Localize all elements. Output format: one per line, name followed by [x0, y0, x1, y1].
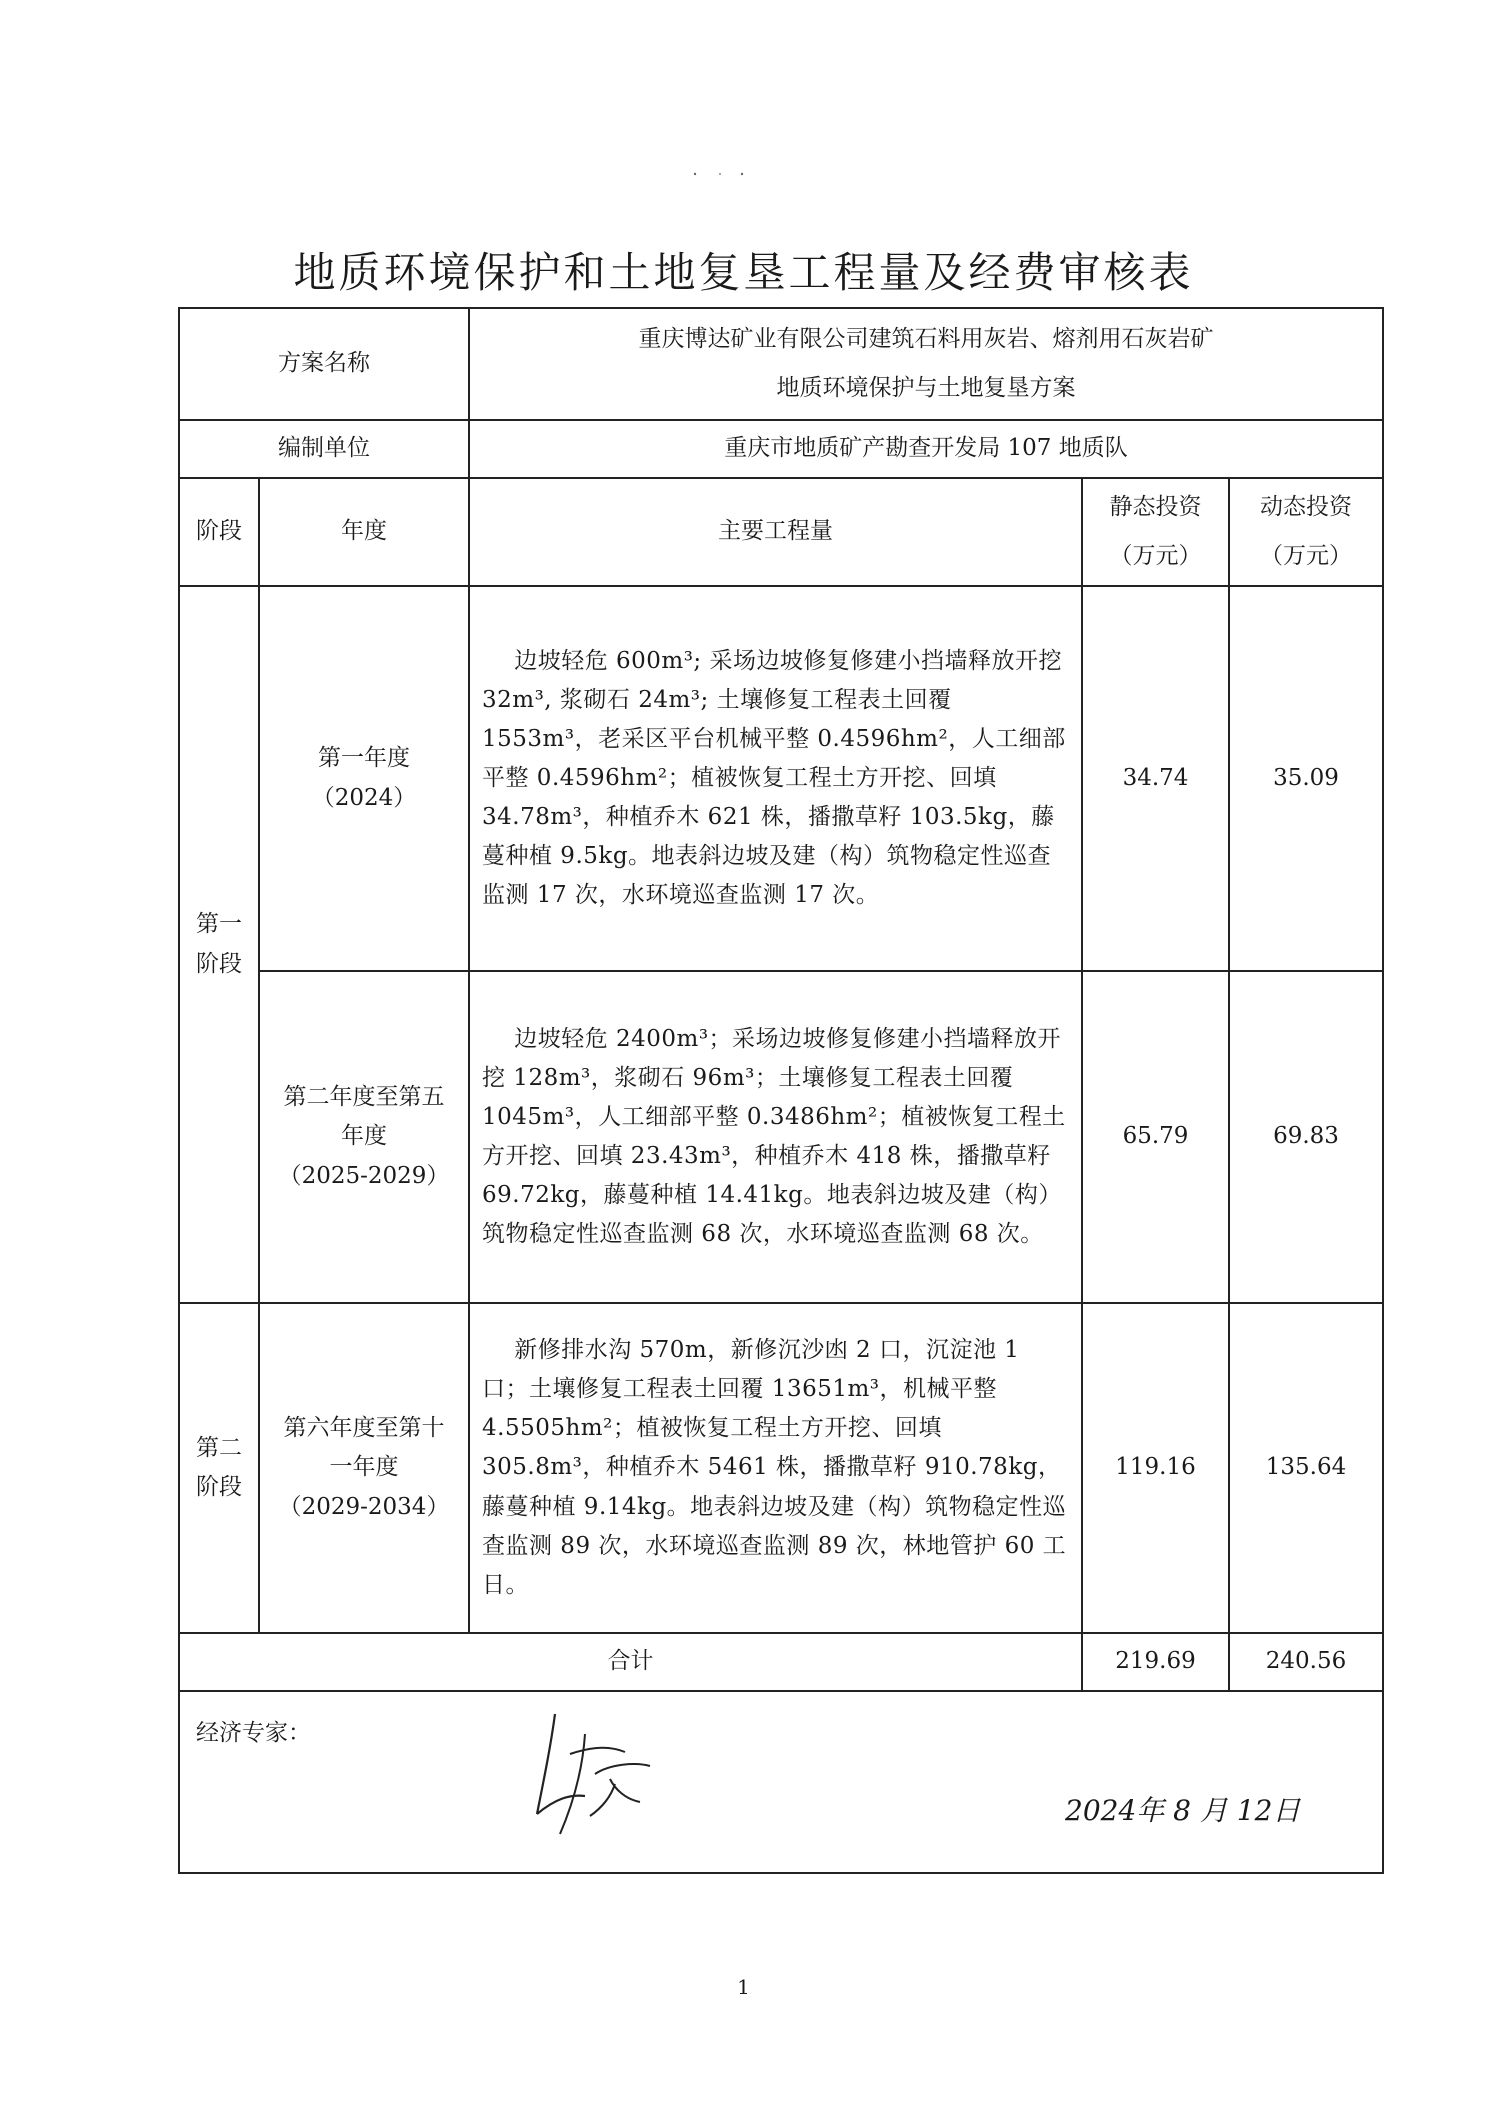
org-label: 编制单位: [179, 420, 469, 478]
scan-speck: [690, 172, 750, 176]
page-number: 1: [737, 1975, 750, 1999]
year-cell: [259, 971, 469, 1303]
works-text: 边坡轻危 2400m³；采场边坡修复修建小挡墙释放开挖 128m³，浆砌石 96m³；土壤修复工程表土回覆 1045m³，人工细部平整 0.3486hm²；植被恢复工程土方开挖、回填 23.43m³，种植乔木 418 株，播撒草籽 69.72kg，藤蔓种植 14.41kg。地表斜边坡及建（构）筑物稳定性巡查监测 68 次，水环境巡查监测 68 次。: [482, 1025, 1066, 1248]
year-line3: （2025-2029）: [278, 1162, 450, 1189]
static-value: 119.16: [1082, 1303, 1229, 1633]
stage-label-line1: 第一: [196, 911, 242, 938]
col-year-header: 年度: [259, 478, 469, 586]
signature-cell: [179, 1691, 1383, 1873]
year-line3: （2029-2034）: [278, 1493, 450, 1520]
col-works-header: 主要工程量: [469, 478, 1082, 586]
stage-cell: [179, 586, 259, 1303]
total-static: 219.69: [1082, 1633, 1229, 1691]
works-cell: [469, 971, 1082, 1303]
table-row: [179, 586, 1383, 971]
signed-date: 2024年 8 月 12日: [1065, 1794, 1301, 1827]
org-value: 重庆市地质矿产勘查开发局 107 地质队: [469, 420, 1383, 478]
stage-label-line2: 阶段: [196, 1474, 242, 1500]
total-label: 合计: [179, 1633, 1082, 1691]
signature-row: [179, 1691, 1383, 1873]
works-cell: [469, 1303, 1082, 1633]
dynamic-value: 35.09: [1229, 586, 1383, 971]
year-line1: 第六年度至第十: [283, 1415, 445, 1442]
table-row: [179, 971, 1383, 1303]
scheme-name-row: [179, 308, 1383, 420]
audit-table: [178, 307, 1384, 1874]
static-value: 34.74: [1082, 586, 1229, 971]
column-header-row: [179, 478, 1383, 586]
total-row: [179, 1633, 1383, 1691]
col-static-header: [1082, 478, 1229, 586]
year-cell: [259, 1303, 469, 1633]
static-value: 65.79: [1082, 971, 1229, 1303]
year-line1: 第二年度至第五: [283, 1084, 445, 1111]
document-title: 地质环境保护和土地复垦工程量及经费审核表: [293, 248, 1194, 297]
signature-image: [515, 1704, 665, 1844]
works-cell: [469, 586, 1082, 971]
scheme-name-label: 方案名称: [179, 308, 469, 420]
year-line2: 一年度: [329, 1454, 399, 1481]
col-static-line2: （万元）: [1109, 543, 1202, 569]
year-line1: 第一年度: [318, 745, 410, 772]
stage-label-line2: 阶段: [196, 950, 242, 977]
scheme-name-line2: 地质环境保护与土地复垦方案: [776, 375, 1076, 401]
scheme-name-value: [469, 308, 1383, 420]
col-static-line1: 静态投资: [1109, 493, 1202, 520]
org-row: [179, 420, 1383, 478]
works-text: 新修排水沟 570m，新修沉沙凼 2 口，沉淀池 1 口；土壤修复工程表土回覆 13651m³，机械平整 4.5505hm²；植被恢复工程土方开挖、回填 305.8m³，种植乔木 5461 株，播撒草籽 910.78kg，藤蔓种植 9.14kg。地表斜边坡及建（构）筑物稳定性巡查监测 89 次，水环境巡查监测 89 次，林地管护 60 工日。: [482, 1337, 1067, 1598]
dynamic-value: 69.83: [1229, 971, 1383, 1303]
col-dynamic-header: [1229, 478, 1383, 586]
works-text: 边坡轻危 600m³; 采场边坡修复修建小挡墙释放开挖 32m³, 浆砌石 24m³; 土壤修复工程表土回覆 1553m³，老采区平台机械平整 0.4596hm²，人工细部平整 0.4596hm²；植被恢复工程土方开挖、回填 34.78m³，种植乔木 621 株，播撒草籽 103.5kg，藤蔓种植 9.5kg。地表斜边坡及建（构）筑物稳定性巡查监测 17 次，水环境巡查监测 17 次。: [482, 647, 1066, 909]
col-dynamic-line2: （万元）: [1260, 543, 1352, 569]
year-line2: 年度: [341, 1123, 387, 1150]
total-dynamic: 240.56: [1229, 1633, 1383, 1691]
col-stage-header: 阶段: [179, 478, 259, 586]
stage-cell: [179, 1303, 259, 1633]
year-cell: [259, 586, 469, 971]
table-row: [179, 1303, 1383, 1633]
expert-label: 经济专家：: [196, 1720, 311, 1746]
scheme-name-line1: 重庆博达矿业有限公司建筑石料用灰岩、熔剂用石灰岩矿: [638, 325, 1214, 352]
col-dynamic-line1: 动态投资: [1260, 493, 1352, 520]
dynamic-value: 135.64: [1229, 1303, 1383, 1633]
stage-label-line1: 第二: [196, 1434, 242, 1461]
year-line2: （2024）: [311, 784, 417, 811]
